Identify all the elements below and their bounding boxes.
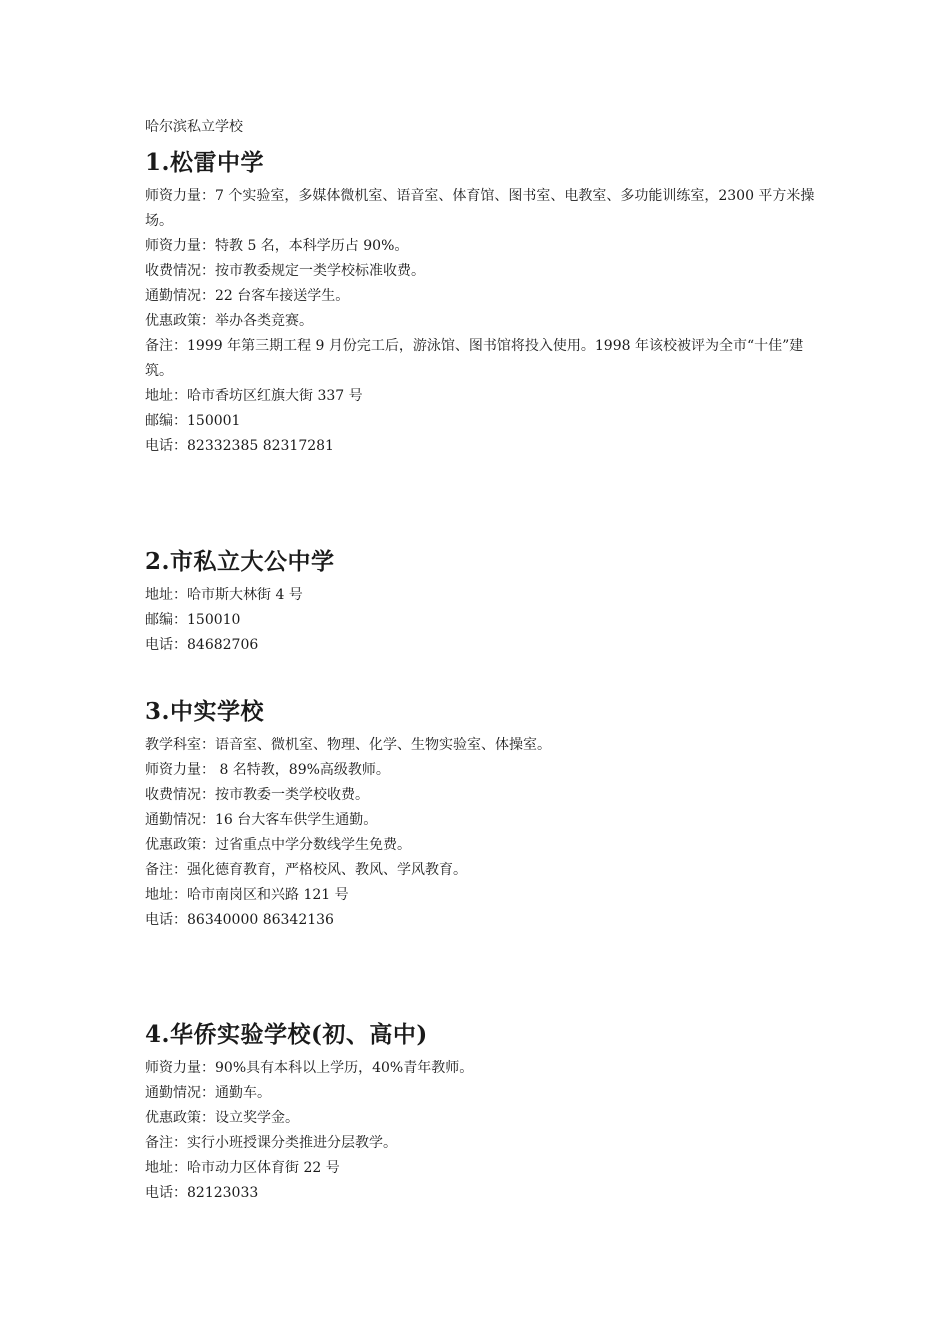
- info-line: 收费情况：按市教委规定一类学校标准收费。: [145, 263, 425, 279]
- postcode-line: 邮编：150001: [145, 413, 241, 429]
- info-line: 通勤情况：22 台客车接送学生。: [145, 288, 350, 304]
- info-line: 备注：实行小班授课分类推进分层教学。: [145, 1135, 397, 1151]
- address-line: 地址：哈市斯大林街 4 号: [145, 587, 303, 603]
- info-line: 优惠政策：过省重点中学分数线学生免费。: [145, 837, 411, 853]
- phone-line: 电话：82332385 82317281: [145, 438, 334, 454]
- info-line: 优惠政策：举办各类竞赛。: [145, 313, 313, 329]
- info-line: 备注：1999 年第三期工程 9 月份完工后，游泳馆、图书馆将投入使用。1998 年该校被评为全市“十佳”建筑。: [145, 338, 804, 379]
- phone-line: 电话：82123033: [145, 1185, 259, 1201]
- info-line: 通勤情况：16 台大客车供学生通勤。: [145, 812, 378, 828]
- school-section-dagong: [145, 547, 815, 658]
- school-section-songlei: [145, 148, 815, 459]
- info-line: 师资力量：特教 5 名，本科学历占 90%。: [145, 238, 409, 254]
- school-heading: 2.市私立大公中学: [145, 548, 335, 575]
- address-line: 地址：哈市动力区体育街 22 号: [145, 1160, 340, 1176]
- address-line: 地址：哈市南岗区和兴路 121 号: [145, 887, 349, 903]
- school-section-zhongshi: [145, 697, 815, 933]
- phone-line: 电话：84682706: [145, 637, 259, 653]
- info-line: 优惠政策：设立奖学金。: [145, 1110, 299, 1126]
- info-line: 师资力量：90%具有本科以上学历，40%青年教师。: [145, 1060, 474, 1076]
- document-title: 哈尔滨私立学校: [145, 119, 243, 135]
- info-line: 师资力量：7 个实验室，多媒体微机室、语音室、体育馆、图书室、电教室、多功能训练室，2300 平方米操场。: [145, 188, 815, 229]
- address-line: 地址：哈市香坊区红旗大街 337 号: [145, 388, 363, 404]
- info-line: 备注：强化德育教育，严格校风、教风、学风教育。: [145, 862, 467, 878]
- school-heading: 1.松雷中学: [145, 149, 265, 176]
- school-heading: 3.中实学校: [145, 698, 265, 725]
- postcode-line: 邮编：150010: [145, 612, 241, 628]
- info-line: 师资力量： 8 名特教，89%高级教师。: [145, 762, 390, 778]
- school-heading: 4.华侨实验学校(初、高中): [145, 1021, 428, 1048]
- info-line: 通勤情况：通勤车。: [145, 1085, 271, 1101]
- phone-line: 电话：86340000 86342136: [145, 912, 334, 928]
- info-line: 收费情况：按市教委一类学校收费。: [145, 787, 369, 803]
- info-line: 教学科室：语音室、微机室、物理、化学、生物实验室、体操室。: [145, 737, 551, 753]
- school-section-huaqiao: [145, 1020, 815, 1206]
